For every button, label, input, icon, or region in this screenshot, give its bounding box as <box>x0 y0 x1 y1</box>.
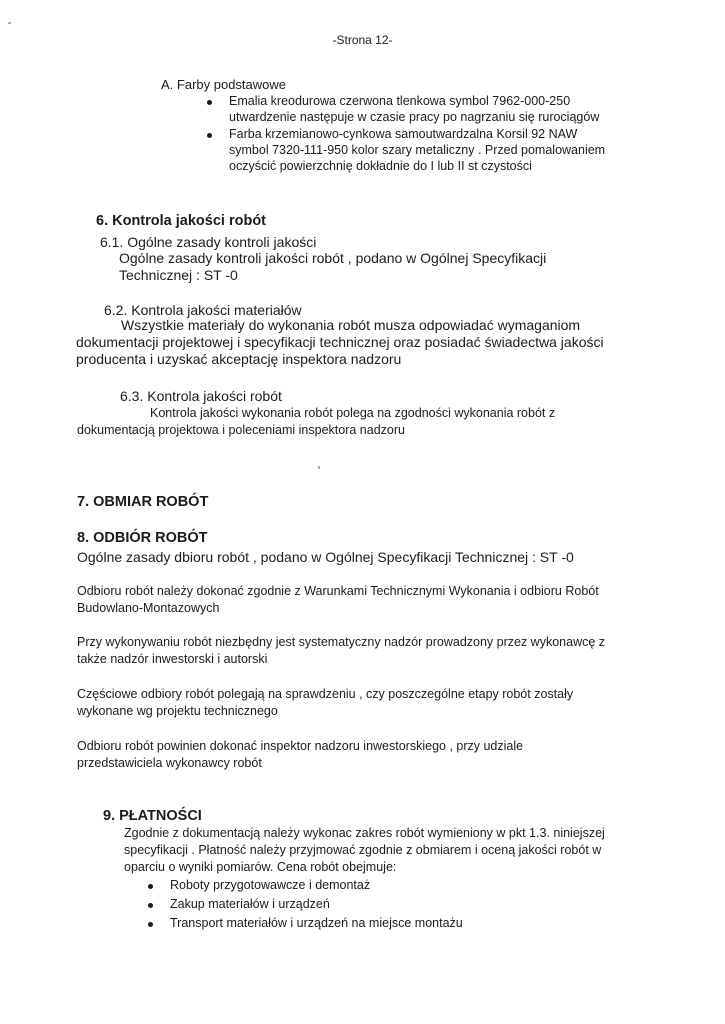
section-6-3-line-2: dokumentacją projektowa i poleceniami inspektora nadzoru <box>77 423 405 437</box>
scan-speck <box>8 22 11 24</box>
section-9-bullet-1: Roboty przygotowawcze i demontaż <box>170 878 371 892</box>
scan-speck <box>318 466 320 469</box>
section-9-line-2: specyfikacji . Płatność należy przyjmować zgodnie z obmiarem i oceną jakości robót w <box>124 843 602 857</box>
section-8-paragraph-3-line-1: Częściowe odbiory robót polegają na sprawdzeniu , czy poszczególne etapy robót zostały <box>77 687 574 701</box>
section-8-paragraph-2-line-1: Przy wykonywaniu robót niezbędny jest systematyczny nadzór prowadzony przez wykonawcę z <box>77 635 606 649</box>
section-9-heading: 9. PŁATNOŚCI <box>103 808 202 824</box>
section-8-paragraph-4-line-1: Odbioru robót powinien dokonać inspektor nadzoru inwestorskiego , przy udziale <box>77 739 524 753</box>
section-9-line-1: Zgodnie z dokumentacją należy wykonac zakres robót wymieniony w pkt 1.3. niniejszej <box>124 826 605 840</box>
section-8-paragraph-1-line-2: Budowlano-Montazowych <box>77 601 220 615</box>
bullet-dot <box>148 922 153 927</box>
section-6-1-title: 6.1. Ogólne zasady kontroli jakości <box>100 234 317 250</box>
section-8-paragraph-1-line-1: Odbioru robót należy dokonać zgodnie z Warunkami Technicznymi Wykonania i odbioru Robót <box>77 584 599 598</box>
section-6-2-line-2: dokumentacji projektowej i specyfikacji technicznej oraz posiadać świadectwa jakości <box>76 334 604 350</box>
section-a-bullet-1-line-1: Emalia kreodurowa czerwona tlenkowa symbol 7962-000-250 <box>229 94 571 108</box>
section-6-2-line-1: Wszystkie materiały do wykonania robót musza odpowiadać wymaganiom <box>121 317 581 333</box>
section-6-3-title: 6.3. Kontrola jakości robót <box>120 388 282 404</box>
section-7-heading: 7. OBMIAR ROBÓT <box>77 494 209 510</box>
bullet-dot <box>148 884 153 889</box>
section-6-1-line-2: Technicznej : ST -0 <box>119 267 238 283</box>
section-9-bullet-2: Zakup materiałów i urządzeń <box>170 897 330 911</box>
section-8-paragraph-2-line-2: także nadzór inwestorski i autorski <box>77 652 268 666</box>
section-a-bullet-2-line-1: Farba krzemianowo-cynkowa samoutwardzalna Korsil 92 NAW <box>229 127 578 141</box>
section-6-2-line-3: producenta i uzyskać akceptację inspektora nadzoru <box>76 351 402 367</box>
section-a-bullet-2-line-2: symbol 7320-111-950 kolor szary metaliczny . Przed pomalowaniem <box>229 143 606 157</box>
section-6-2-title: 6.2. Kontrola jakości materiałów <box>104 302 302 318</box>
page-number: -Strona 12- <box>332 33 393 47</box>
section-9-line-3: oparciu o wyniki pomiarów. Cena robót obejmuje: <box>124 860 397 874</box>
bullet-dot <box>207 100 212 105</box>
section-8-paragraph-4-line-2: przedstawiciela wykonawcy robót <box>77 756 262 770</box>
section-9-bullet-3: Transport materiałów i urządzeń na miejsce montażu <box>170 916 463 930</box>
bullet-dot <box>207 133 212 138</box>
section-6-heading: 6. Kontrola jakości robót <box>96 213 266 229</box>
section-a-title: A. Farby podstawowe <box>161 77 287 92</box>
section-8-heading: 8. ODBIÓR ROBÓT <box>77 530 208 546</box>
section-6-3-line-1: Kontrola jakości wykonania robót polega na zgodności wykonania robót z <box>150 406 556 420</box>
section-a-bullet-1-line-2: utwardzenie następuje w czasie pracy po nagrzaniu się rurociągów <box>229 110 600 124</box>
section-8-paragraph-3-line-2: wykonane wg projektu technicznego <box>77 704 278 718</box>
section-8-intro: Ogólne zasady dbioru robót , podano w Ogólnej Specyfikacji Technicznej : ST -0 <box>77 549 574 565</box>
section-6-1-line-1: Ogólne zasady kontroli jakości robót , podano w Ogólnej Specyfikacji <box>119 250 547 266</box>
section-a-bullet-2-line-3: oczyścić powierzchnię dokładnie do I lub II st czystości <box>229 159 532 173</box>
bullet-dot <box>148 903 153 908</box>
